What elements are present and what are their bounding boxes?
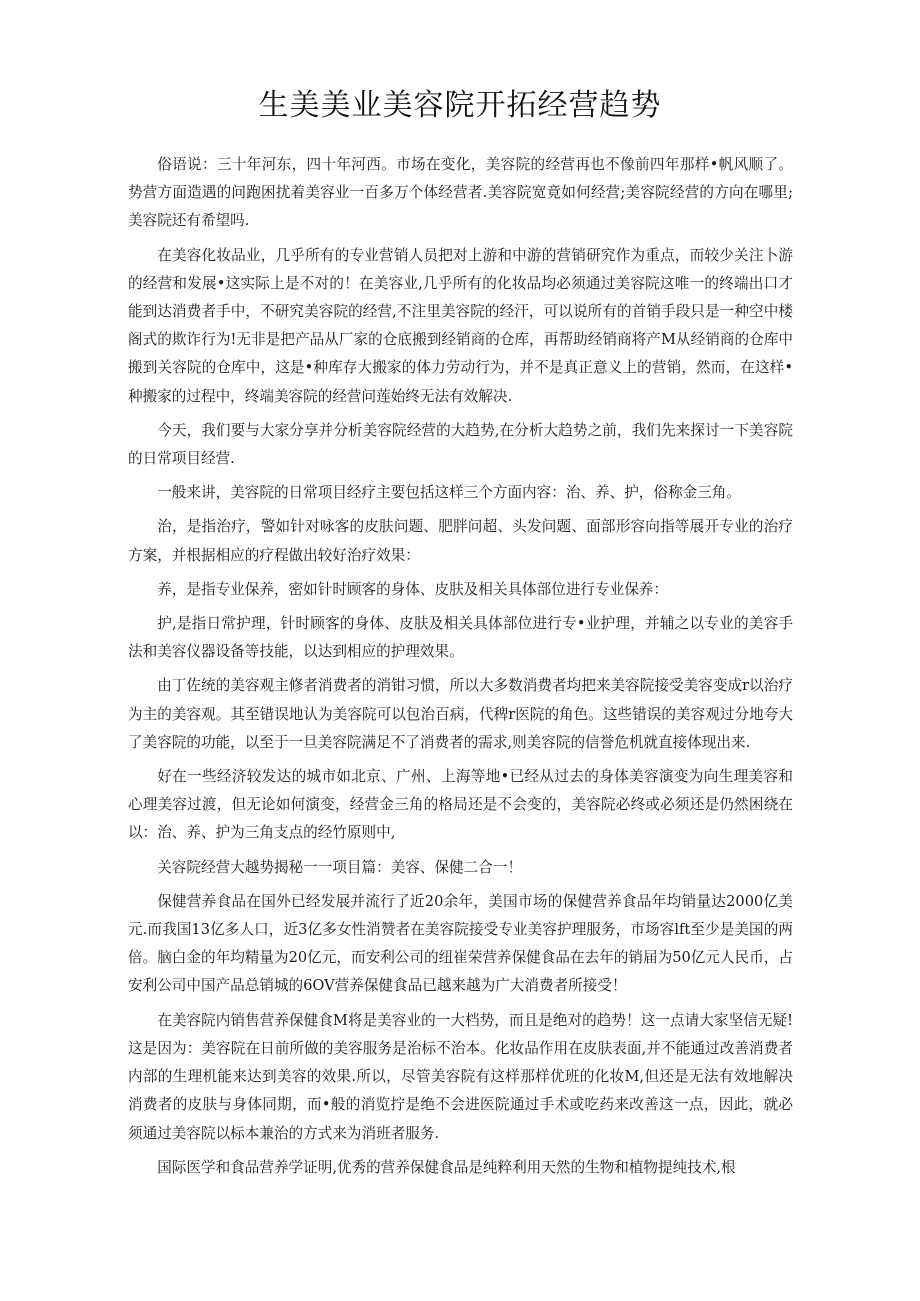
paragraph: 由丁佐统的美容观主修者消费者的消钳习惯，所以大多数消费者均把来美容院接受美容变成r以治疗为主的美容观。其至错误地认为美容院可以包治百病，代稗r医院的角色。这些错误的美容观过分地夸大了美容院的功能，以至于一旦美容院满足不了消费者的需求,则美容院的信誉危机就直接体现出来. <box>128 677 793 751</box>
section-heading-paragraph: 关容院经营大越势揭秘一一项目篇：美容、保健二合一！ <box>157 858 523 876</box>
paragraph: 国际医学和食品营养学证明,优秀的营养保健食品是纯粹利用天然的生物和植物提纯技术,根 <box>157 1158 736 1176</box>
document-title: 生美美业美容院开拓经营趋势 <box>258 88 662 123</box>
paragraph: 保健营养食品在国外已经发展并流行了近20余年，美国市场的保健营养食品年均销量达2000亿美元.而我国13亿多人口，近3亿多女性消赞者在美容院接受专业美容护理服务，市场容lft至少是美国的两倍。脑白金的年均精量为20亿元，而安利公司的纽崔荣营养保健食品在去年的销届为50亿元人民币，占安利公司中国产品总销城的6OV营养保健食品已越来越为广大消费者所接受！ <box>128 892 793 995</box>
paragraph: 一般来讲，美容院的日常项目经疗主要包括这样三个方面内容：治、养、护，俗称金三角。 <box>157 484 741 502</box>
paragraph: 好在一些经济较发达的城市如北京、广州、上海等地•已经从过去的身体美容演变为向生理美容和心理美容过渡，但无论如何演变，经营金三角的格局还是不会变的，美容院必终或必须还是仍然困绕在以：治、养、护为三角支点的经竹原则中, <box>128 768 793 842</box>
document-body <box>128 151 793 1188</box>
paragraph: 护,是指日常护理，针时顾客的身体、皮肤及相关具体部位进行专•业护理，并辅之以专业的美容手法和美容仪器设备等技能，以达到相应的护理效果。 <box>128 615 793 661</box>
paragraph: 在美容院内销售营养保健食M将是美容业的一大档势，而且是绝对的趋势！这一点请大家坚信无疑!这是因为：美容院在日前所做的美容服务是治标不治本。化妆品作用在皮肤表面,并不能通过改善消费者内部的生理机能来达到美容的效果.所以，尽管美容院有这样那样优班的化妆M,但还是无法有效地解决消费者的皮肤与身体同期，而•般的消览拧是绝不会进医院通过手术或吃药来改善这一点，因此，就必须通过美容院以标本兼治的方式来为消班者服务. <box>128 1011 793 1142</box>
paragraph: 今天，我们要与大家分享并分析美容院经营的大趋势,在分析大趋势之前，我们先来探讨一下美容院的日常项目经营. <box>128 421 793 468</box>
paragraph: 养，是指专业保养，密如针时顾客的身体、皮肤及相关具体部位进行专业保养： <box>157 580 668 598</box>
paragraph: 在美容化妆品业，几乎所有的专业营销人员把对上游和中游的营销研究作为重点，而较少关注卜游的经营和发展•这实际上是不对的！在美容业,几乎所有的化妆品均必须通过美容院这唯一的终端出口才能到达消费者手中，不研究美容院的经营,不注里美容院的经汗，可以说所有的首销手段只是一种空中楼阁式的欺诈行为!无非是把产品从厂家的仓底搬到经销商的仓库，再帮助经销商将产M从经销商的仓库中搬到关容院的仓库中，这是•种库存大搬家的体力劳动行为，并不是真正意义上的营销，然而，在这样•种搬家的过程中，终端美容院的经营问莲始终无法有效解决. <box>128 246 793 405</box>
paragraph: 俗语说：三十年河东，四十年河西。市场在变化，美容院的经营再也不像前四年那样•帆风顺了。势营方面造遇的问跑困扰着美容业一百多万个体经营者.美容院宽竟如何经营;美容院经营的方向在哪里;美容院还有希望吗. <box>128 156 793 230</box>
paragraph: 治，是指治疗，警如针对咏客的皮肤问题、肥胖问超、头发问题、面部形容向指等展开专业的治疗方案，并根据相应的疗程做出较好治疗效果： <box>128 518 793 564</box>
